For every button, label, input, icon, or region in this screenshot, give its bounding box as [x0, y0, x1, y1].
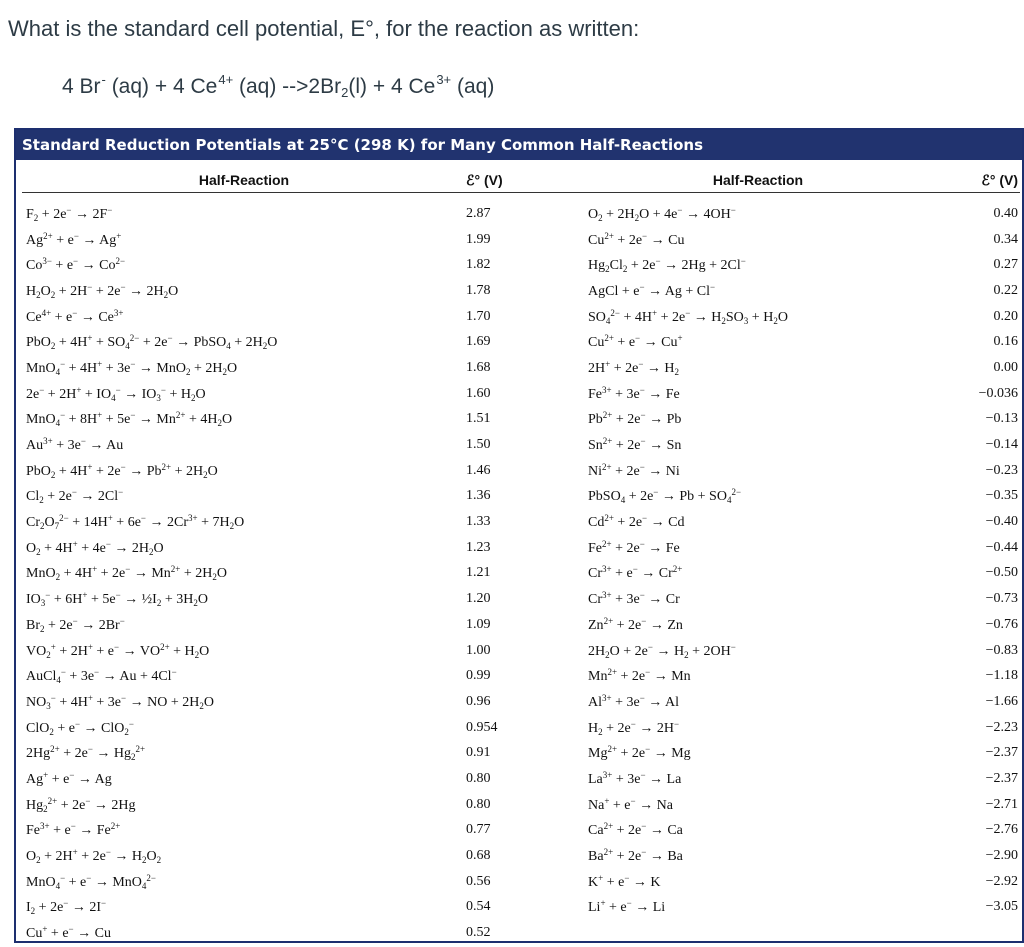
half-reaction-left: MnO$_4$− + e− → MnO$_4^{2-}$: [26, 872, 156, 891]
table-row: [22, 638, 1020, 664]
half-reaction-left: $O_2 + 4H^+ + 4e^- \to 2H_2O$: [26, 538, 164, 557]
half-reaction-right: $2H^+ + 2e^- \to H_2$: [588, 358, 680, 377]
half-reaction-left: $Fe^{3+} + e^- \to Fe^{2+}$: [26, 821, 121, 839]
half-reaction-left: $Br_2 + 2e^- \to 2Br^-$: [26, 615, 125, 634]
half-reaction-right: $Cu^{2+} + e^- \to Cu^+$: [588, 333, 683, 351]
half-reaction-left: $F_2 + 2e^- \to 2F^-$: [26, 204, 113, 223]
potential-left: 1.78: [466, 282, 491, 298]
half-reaction-right: $Cu^{2+} + 2e^- \to Cu$: [588, 230, 685, 248]
potential-right: 0.27: [993, 257, 1018, 273]
potential-left: 0.954: [466, 719, 498, 735]
half-reaction-right: $H_2 + 2e^- \to 2H^-$: [588, 718, 680, 737]
table-row: [22, 715, 1020, 741]
table-row: [22, 612, 1020, 638]
table-body: [22, 193, 1020, 946]
table-row: [22, 740, 1020, 766]
half-reaction-right: $Cr^{3+} + e^- \to Cr^{2+}$: [588, 564, 683, 582]
half-reaction-right: $SO_4^{2-} + 4H^+ + 2e^- \to H_2SO_3 + H_2O$: [588, 307, 788, 326]
reduction-potentials-table-panel: [14, 128, 1024, 943]
potential-right: −0.50: [985, 565, 1018, 581]
half-reaction-left: $Hg_2^{2+} + 2e^- \to 2Hg$: [26, 795, 136, 814]
half-reaction-left: $Cr_2O_7^{2-} + 14H^+ + 6e^- \to 2Cr^{3+} + 7H_2O$: [26, 513, 245, 532]
potential-right: −1.66: [985, 693, 1018, 709]
table-row: [22, 766, 1020, 792]
potential-left: 1.68: [466, 359, 491, 375]
potential-right: −2.37: [985, 770, 1018, 786]
potential-left: 1.69: [466, 334, 491, 350]
potential-right: −2.23: [985, 719, 1018, 735]
half-reaction-right: [584, 920, 932, 946]
potential-left: 1.09: [466, 616, 491, 632]
potential-right: −3.05: [985, 899, 1018, 915]
half-reaction-left: Ag+ + e− → Ag: [26, 769, 112, 787]
potential-left: 1.00: [466, 642, 491, 658]
half-reaction-right: $Mg^{2+} + 2e^- \to Mg$: [588, 744, 691, 762]
potential-right: −0.13: [985, 411, 1018, 427]
header-half-reaction-left: Half-Reaction: [22, 168, 466, 193]
potential-left: 1.33: [466, 514, 491, 530]
header-half-reaction-right: Half-Reaction: [584, 168, 932, 193]
half-reaction-right: $La^{3+} + 3e^- \to La$: [588, 769, 682, 787]
half-reaction-left: $Ag^{2+} + e^- \to Ag^+$: [26, 230, 122, 248]
half-reaction-right: K+ + e− → K: [588, 872, 661, 890]
half-reaction-right: $Fe^{2+} + 2e^- \to Fe$: [588, 538, 680, 556]
table-row: [22, 407, 1020, 433]
potential-left: 1.99: [466, 231, 491, 247]
half-reaction-left: Cu+ + e− → Cu: [26, 924, 111, 942]
potential-right: 0.16: [993, 334, 1018, 350]
half-reaction-right: $Mn^{2+} + 2e^- \to Mn$: [588, 667, 691, 685]
potential-left: 2.87: [466, 205, 491, 221]
table-row: [22, 509, 1020, 535]
reaction-equation: 4 Br- (aq) + 4 $Ce^{4+}$ (aq) $-->2Br_2(l) + 4$ $Ce^{3+}$ (aq): [62, 72, 495, 100]
potential-right: 0.22: [993, 282, 1018, 298]
table-row: [22, 818, 1020, 844]
table-row: [22, 869, 1020, 895]
half-reactions-table: [22, 168, 1020, 946]
potential-left: 1.21: [466, 565, 491, 581]
table-row: [22, 193, 1020, 227]
potential-left: 0.80: [466, 770, 491, 786]
half-reaction-left: $IO_3^- + 6H^+ + 5e^-$ → $\frac{1}{2}I_2 + 3H_2O$: [26, 590, 208, 609]
table-header-row: [22, 168, 1020, 193]
table-row: [22, 355, 1020, 381]
half-reaction-left: $MnO_2 + 4H^+ + 2e^- \to Mn^{2+} + 2H_2O$: [26, 564, 228, 583]
half-reaction-right: $Ni^{2+} + 2e^- \to Ni$: [588, 461, 680, 479]
half-reaction-left: AuCl$_4$− + 3e− → Au + 4Cl−: [26, 667, 177, 686]
potential-left: 1.60: [466, 385, 491, 401]
potential-left: 1.50: [466, 437, 491, 453]
half-reaction-left: $2e^- + 2H^+ + IO_4^- \to IO_3^- + H_2O$: [26, 384, 206, 403]
potential-left: 1.51: [466, 411, 491, 427]
table-title: Standard Reduction Potentials at 25°C (298 K) for Many Common Half-Reactions: [16, 130, 1022, 160]
half-reaction-left: $PbO_2 + 4H^+ + SO_4^{2-} + 2e^-$ → PbSO$_4$ + $2H_2O$: [26, 333, 278, 352]
half-reaction-left: $2Hg^{2+} + 2e^- \to Hg_2^{2+}$: [26, 744, 146, 763]
table-row: [22, 535, 1020, 561]
table-row: [22, 663, 1020, 689]
potential-left: 1.46: [466, 462, 491, 478]
table-row: [22, 304, 1020, 330]
half-reaction-left: $Ce^{4+} + e^- \to Ce^{3+}$: [26, 307, 124, 325]
half-reaction-right: $Cd^{2+} + 2e^- \to Cd$: [588, 513, 685, 531]
potential-right: −1.18: [985, 668, 1018, 684]
potential-right: −2.76: [985, 822, 1018, 838]
potential-right: −0.83: [985, 642, 1018, 658]
half-reaction-right: $Ca^{2+} + 2e^- \to Ca$: [588, 821, 683, 839]
table-row: [22, 843, 1020, 869]
half-reaction-left: $MnO_4^- + 4H^+ + 3e^- \to MnO_2 + 2H_2O$: [26, 358, 238, 377]
potential-right: −2.90: [985, 848, 1018, 864]
potential-right: −0.35: [985, 488, 1018, 504]
table-row: [22, 278, 1020, 304]
half-reaction-right: $Ba^{2+} + 2e^- \to Ba$: [588, 847, 683, 865]
header-potential-right: ℰ° (V): [932, 168, 1020, 193]
half-reaction-left: $MnO_4^- + 8H^+ + 5e^- \to Mn^{2+} + 4H_2O$: [26, 410, 233, 429]
half-reaction-right: $Fe^{3+} + 3e^- \to Fe$: [588, 384, 680, 402]
header-potential-left: ℰ° (V): [466, 168, 584, 193]
half-reaction-left: $O_2 + 2H^+ + 2e^- \to H_2O_2$: [26, 847, 162, 866]
potential-left: 0.77: [466, 822, 491, 838]
potential-right: −2.71: [985, 796, 1018, 812]
half-reaction-right: $O_2 + 2H_2O + 4e^- \to 4OH^-$: [588, 204, 736, 223]
table-row: [22, 586, 1020, 612]
table-row: [22, 484, 1020, 510]
potential-left: 1.70: [466, 308, 491, 324]
table-row: [22, 458, 1020, 484]
half-reaction-right: $Zn^{2+} + 2e^- \to Zn$: [588, 615, 683, 633]
table-row: [22, 432, 1020, 458]
potential-left: 0.99: [466, 668, 491, 684]
potential-right: −0.44: [985, 539, 1018, 555]
potential-left: 0.56: [466, 873, 491, 889]
half-reaction-left: ClO$_2$ + e− → ClO$_2$−: [26, 718, 134, 737]
potential-left: 0.52: [466, 925, 491, 941]
potential-right: −0.23: [985, 462, 1018, 478]
half-reaction-left: $H_2O_2 + 2H^- + 2e^- \to 2H_2O$: [26, 281, 179, 300]
potential-left: 0.80: [466, 796, 491, 812]
half-reaction-left: $Cl_2 + 2e^- \to 2Cl^-$: [26, 487, 124, 506]
potential-right: −0.14: [985, 437, 1018, 453]
table-row: [22, 920, 1020, 946]
half-reaction-left: $NO_3^- + 4H^+ + 3e^-$ → NO + $2H_2O$: [26, 692, 214, 711]
half-reaction-right: $Hg_2Cl_2 + 2e^- \to 2Hg + 2Cl^-$: [588, 256, 746, 275]
half-reaction-right: Li+ + e− → Li: [588, 898, 666, 916]
potential-right: −0.73: [985, 591, 1018, 607]
question-prompt: What is the standard cell potential, E°, for the reaction as written:: [8, 16, 640, 41]
half-reaction-right: $Cr^{3+} + 3e^- \to Cr$: [588, 590, 680, 608]
half-reaction-right: $Sn^{2+} + 2e^- \to Sn$: [588, 436, 682, 454]
potential-right: −2.92: [985, 873, 1018, 889]
potential-right: 0.20: [993, 308, 1018, 324]
half-reaction-left: $I_2 + 2e^- \to 2I^-$: [26, 898, 107, 917]
half-reaction-right: PbSO$_4$ + $2e^- \to Pb + SO_4^{2-}$: [588, 487, 742, 506]
potential-right: 0.00: [993, 359, 1018, 375]
table-row: [22, 689, 1020, 715]
table-row: [22, 252, 1020, 278]
table-row: [22, 792, 1020, 818]
potential-left: 1.36: [466, 488, 491, 504]
potential-right: −0.40: [985, 514, 1018, 530]
potential-right: 0.40: [993, 205, 1018, 221]
potential-left: 1.82: [466, 257, 491, 273]
half-reaction-left: $Au^{3+} + 3e^- \to Au$: [26, 436, 124, 454]
potential-left: 0.96: [466, 693, 491, 709]
potential-left: 0.68: [466, 848, 491, 864]
potential-right: −0.76: [985, 616, 1018, 632]
potential-right: −0.036: [978, 385, 1018, 401]
potential-right: 0.34: [993, 231, 1018, 247]
table-row: [22, 561, 1020, 587]
potential-left: 1.23: [466, 539, 491, 555]
table-row: [22, 329, 1020, 355]
table-row: [22, 227, 1020, 253]
table-row: [22, 381, 1020, 407]
potential-right: [932, 920, 1020, 946]
half-reaction-right: $Al^{3+} + 3e^- \to Al$: [588, 692, 679, 710]
table-row: [22, 895, 1020, 921]
potential-left: 0.91: [466, 745, 491, 761]
half-reaction-left: $PbO_2 + 4H^+ + 2e^- \to Pb^{2+} + 2H_2O$: [26, 461, 218, 480]
half-reaction-left: $VO_2^+ + 2H^+ + e^- \to VO^{2+} + H_2O$: [26, 641, 210, 660]
half-reaction-right: $2H_2O + 2e^- \to H_2 + 2OH^-$: [588, 641, 736, 660]
half-reaction-right: AgCl + e− → Ag + Cl−: [588, 281, 716, 299]
half-reaction-right: $Pb^{2+} + 2e^- \to Pb$: [588, 410, 682, 428]
half-reaction-left: $Co^{3-} + e^- \to Co^{2-}$: [26, 256, 126, 274]
half-reaction-right: Na+ + e− → Na: [588, 795, 673, 813]
potential-left: 0.54: [466, 899, 491, 915]
potential-left: 1.20: [466, 591, 491, 607]
potential-right: −2.37: [985, 745, 1018, 761]
